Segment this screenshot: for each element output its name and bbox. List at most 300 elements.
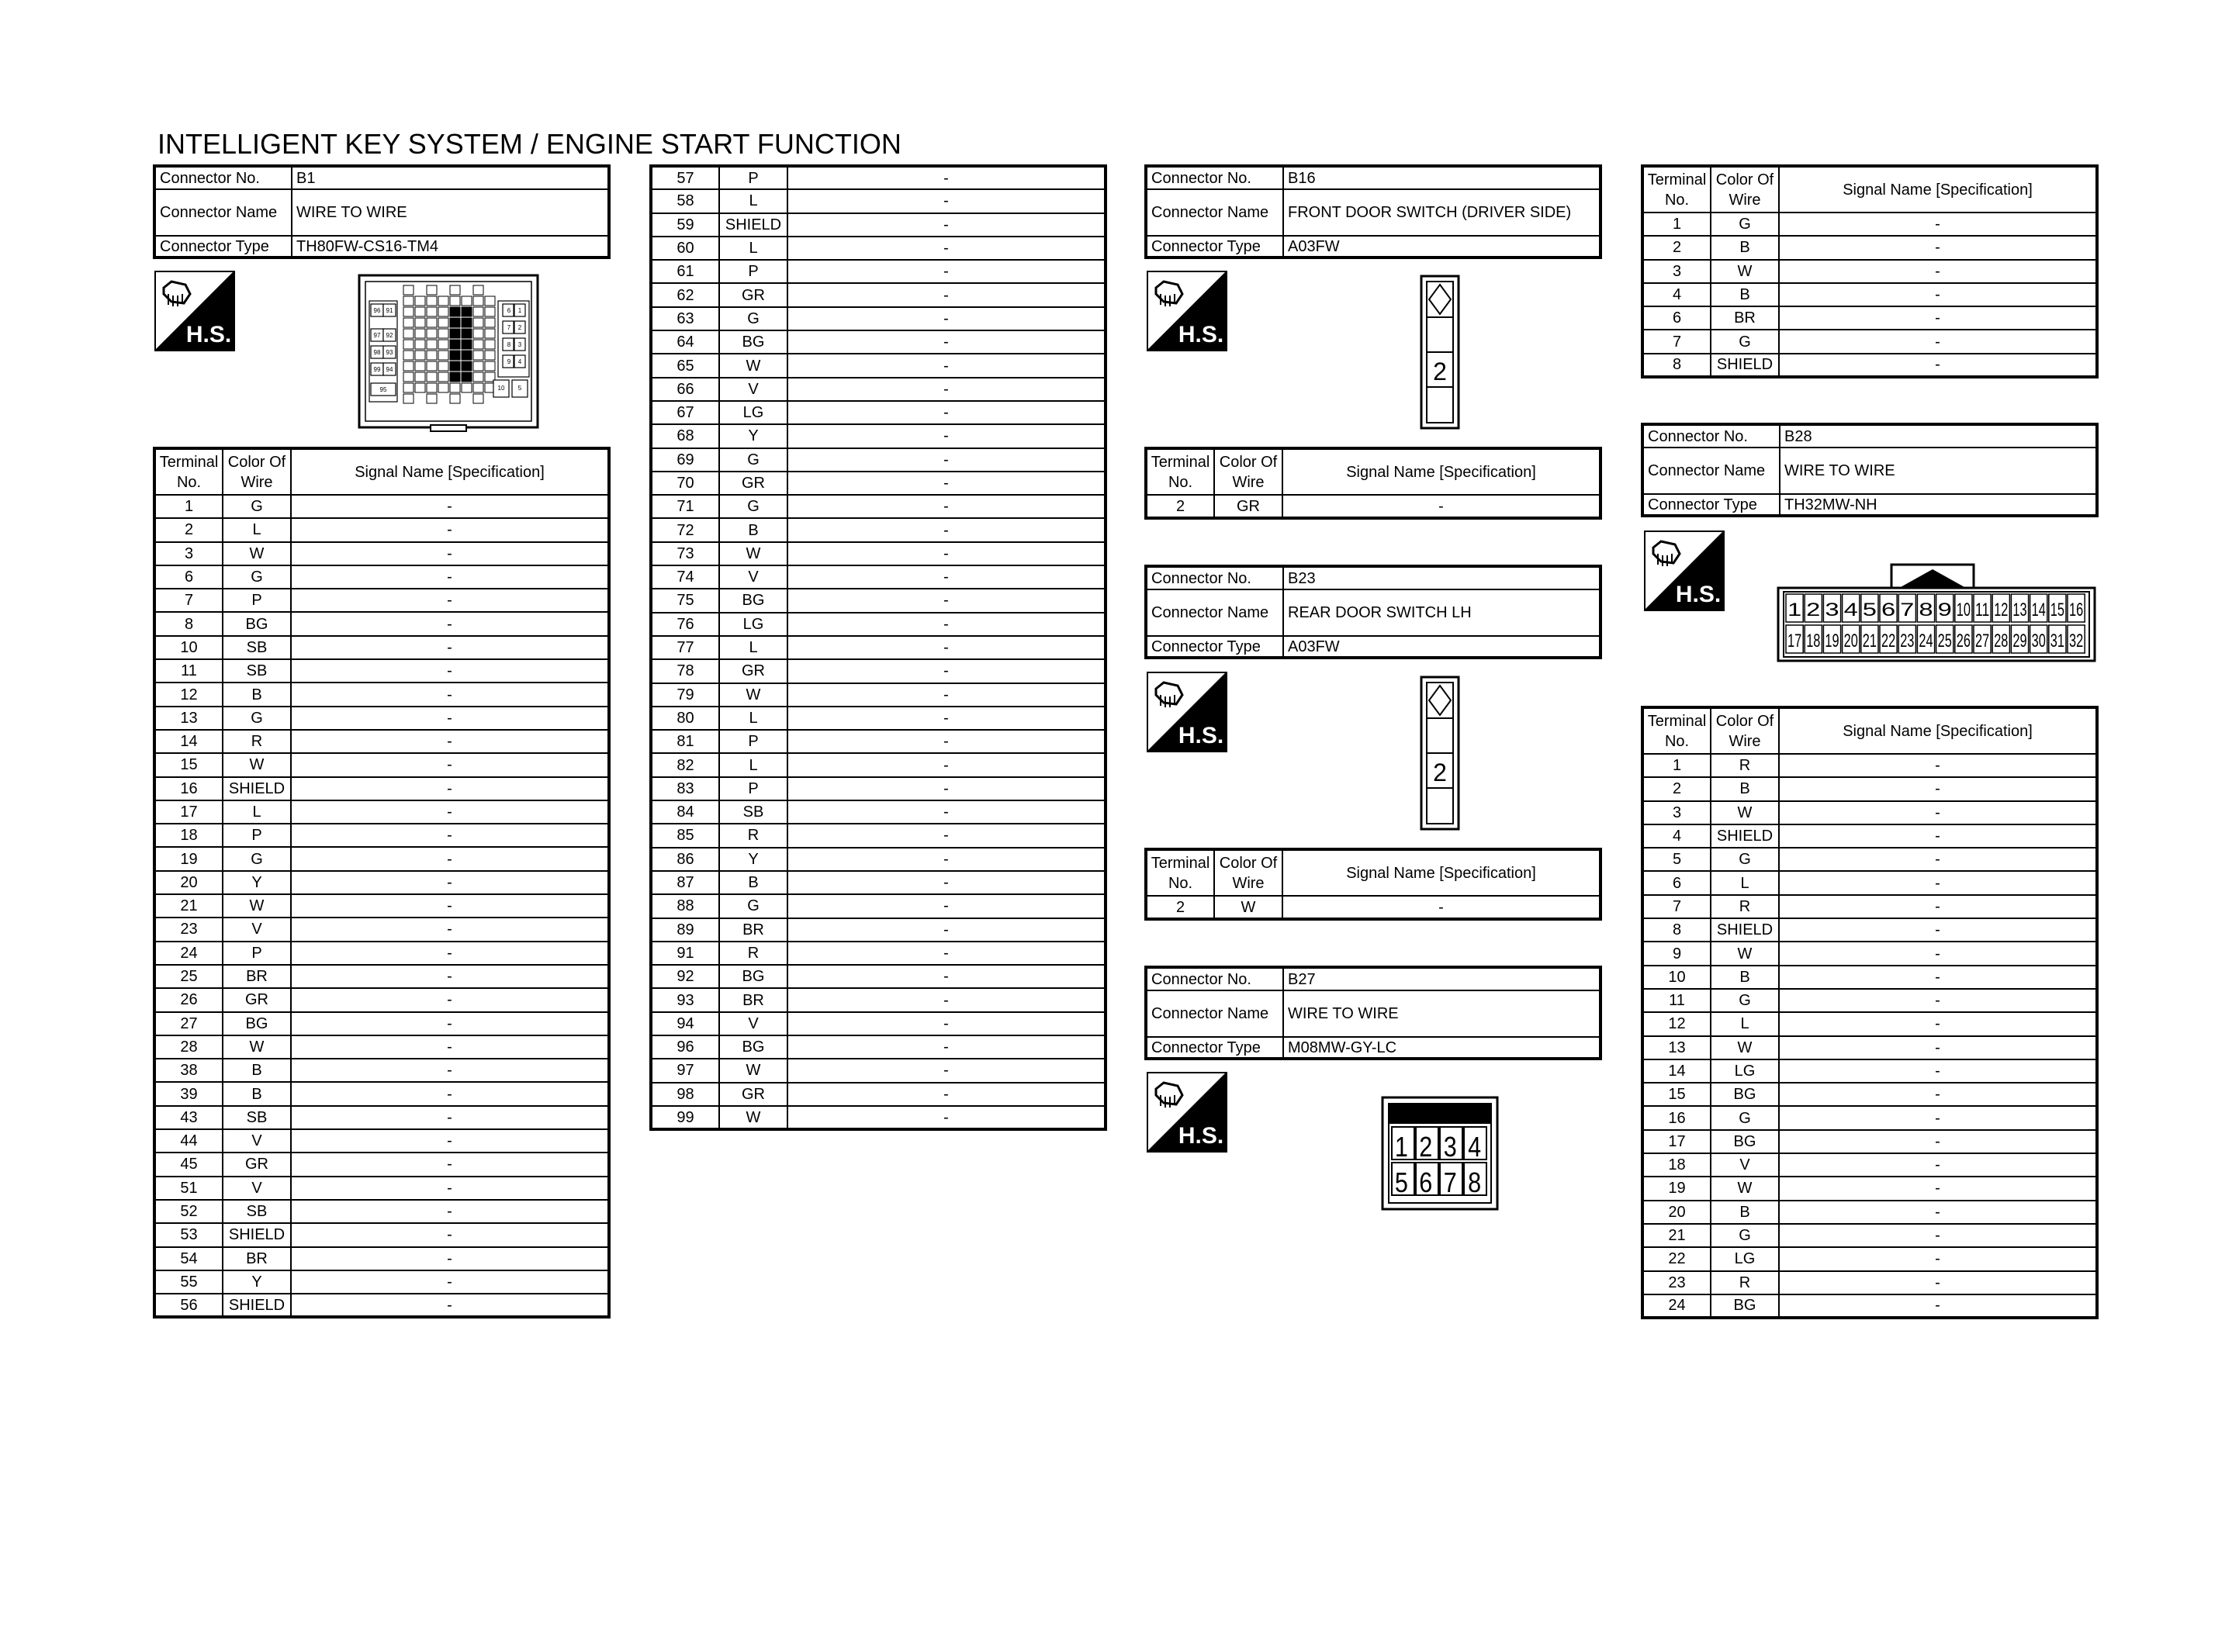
pin-label: 4 xyxy=(1468,1132,1482,1163)
terminal-no-cell: 86 xyxy=(651,848,719,871)
table-row xyxy=(154,1059,609,1082)
signal-name-cell: - xyxy=(291,707,609,730)
pin-label: 93 xyxy=(386,349,393,356)
pin-label: 9 xyxy=(507,358,511,365)
pin-label: 29 xyxy=(2012,631,2027,651)
terminal-no-cell: 74 xyxy=(651,565,719,589)
b1-connector-diagram xyxy=(357,273,540,433)
terminal-no-cell: 24 xyxy=(154,942,223,965)
connector-type-value: M08MW-GY-LC xyxy=(1283,1037,1601,1059)
signal-name-cell: - xyxy=(787,636,1106,659)
pin-label: 16 xyxy=(2069,600,2084,620)
signal-name-cell: - xyxy=(291,1270,609,1294)
wire-color-cell: G xyxy=(223,707,291,730)
wire-color-cell: W xyxy=(719,683,787,707)
signal-name-cell: - xyxy=(787,448,1106,472)
signal-name-cell: - xyxy=(291,1153,609,1176)
terminal-no-cell: 92 xyxy=(651,965,719,988)
color-of-wire-header: Color Of Wire xyxy=(1711,166,1779,213)
terminal-no-cell: 7 xyxy=(1642,330,1711,353)
pin-label: 96 xyxy=(373,307,381,314)
signal-name-cell: - xyxy=(787,401,1106,424)
terminal-no-cell: 11 xyxy=(1642,989,1711,1012)
wire-color-cell: L xyxy=(719,636,787,659)
wire-color-cell: P xyxy=(223,589,291,612)
signal-name-cell: - xyxy=(291,683,609,706)
table-row xyxy=(651,307,1106,330)
wire-color-cell: W xyxy=(1711,1177,1779,1200)
table-row xyxy=(1642,1271,2097,1294)
terminal-no-cell: 1 xyxy=(154,495,223,518)
b1-connector-info xyxy=(153,164,611,259)
connector-type-value: TH32MW-NH xyxy=(1780,494,2097,516)
wire-color-cell: L xyxy=(1711,1012,1779,1035)
b28-terminal-table xyxy=(1641,706,2099,1319)
signal-name-cell: - xyxy=(1779,1059,2097,1083)
wire-color-cell: GR xyxy=(223,988,291,1011)
signal-name-cell: - xyxy=(291,800,609,824)
signal-name-cell: - xyxy=(787,707,1106,730)
terminal-no-cell: 94 xyxy=(651,1012,719,1035)
signal-name-cell: - xyxy=(1779,918,2097,942)
terminal-no-cell: 11 xyxy=(154,659,223,683)
terminal-no-cell: 18 xyxy=(154,824,223,847)
terminal-no-cell: 20 xyxy=(154,871,223,894)
terminal-no-cell: 43 xyxy=(154,1106,223,1129)
table-row xyxy=(1642,777,2097,800)
table-row xyxy=(154,1012,609,1035)
pin-label: 8 xyxy=(507,341,511,348)
signal-name-cell: - xyxy=(787,589,1106,612)
table-row xyxy=(1642,354,2097,377)
wire-color-cell: L xyxy=(223,518,291,541)
signal-name-cell: - xyxy=(1779,1083,2097,1106)
terminal-no-cell: 71 xyxy=(651,495,719,518)
table-row xyxy=(1642,260,2097,283)
table-row xyxy=(651,965,1106,988)
svg-text:H.S.: H.S. xyxy=(185,322,232,347)
wire-color-cell: W xyxy=(719,354,787,377)
wire-color-cell: B xyxy=(223,683,291,706)
wire-color-cell: G xyxy=(1711,989,1779,1012)
signal-name-cell: - xyxy=(787,918,1106,942)
signal-name-cell: - xyxy=(787,1083,1106,1106)
wire-color-cell: B xyxy=(1711,1201,1779,1224)
terminal-no-cell: 12 xyxy=(154,683,223,706)
terminal-no-cell: 25 xyxy=(154,965,223,988)
signal-name-cell: - xyxy=(787,613,1106,636)
wire-color-cell: R xyxy=(1711,1271,1779,1294)
terminal-no-cell: 62 xyxy=(651,283,719,306)
harness-side-icon xyxy=(1147,672,1227,752)
signal-name-cell: - xyxy=(1779,942,2097,965)
color-of-wire-header: Color Of Wire xyxy=(1214,849,1282,896)
terminal-no-cell: 7 xyxy=(1642,895,1711,918)
terminal-no-cell: 79 xyxy=(651,683,719,707)
wire-color-cell: GR xyxy=(223,1153,291,1176)
signal-name-cell: - xyxy=(1779,824,2097,848)
signal-name-cell: - xyxy=(291,495,609,518)
table-row xyxy=(1642,1247,2097,1270)
terminal-no-cell: 89 xyxy=(651,918,719,942)
table-row xyxy=(1642,871,2097,894)
page-title: INTELLIGENT KEY SYSTEM / ENGINE START FUNCTION xyxy=(157,128,901,160)
terminal-no-cell: 76 xyxy=(651,613,719,636)
signal-name-cell: - xyxy=(1779,283,2097,306)
terminal-no-cell: 23 xyxy=(1642,1271,1711,1294)
table-row xyxy=(154,659,609,683)
signal-name-cell: - xyxy=(291,1200,609,1223)
table-row xyxy=(1642,848,2097,871)
table-row xyxy=(651,918,1106,942)
wire-color-cell: Y xyxy=(719,424,787,448)
wire-color-cell: P xyxy=(719,260,787,283)
wire-color-cell: W xyxy=(719,1106,787,1129)
terminal-no-cell: 20 xyxy=(1642,1201,1711,1224)
signal-name-cell: - xyxy=(787,965,1106,988)
wire-color-cell: GR xyxy=(719,1083,787,1106)
wire-color-cell: V xyxy=(223,1177,291,1200)
terminal-no-cell: 56 xyxy=(154,1294,223,1317)
table-row xyxy=(651,613,1106,636)
terminal-no-cell: 82 xyxy=(651,753,719,776)
pin-label: 3 xyxy=(517,341,522,348)
wire-color-cell: Y xyxy=(223,1270,291,1294)
pin-label: 17 xyxy=(1787,631,1802,651)
wire-color-cell: W xyxy=(1711,1036,1779,1059)
signal-name-cell: - xyxy=(787,260,1106,283)
table-row xyxy=(1642,1201,2097,1224)
signal-name-cell: - xyxy=(787,730,1106,753)
terminal-no-cell: 87 xyxy=(651,871,719,894)
wire-color-cell: R xyxy=(223,730,291,753)
wire-color-cell: V xyxy=(1711,1153,1779,1177)
wire-color-cell: SHIELD xyxy=(223,1223,291,1246)
table-row xyxy=(1146,495,1601,518)
wire-color-cell: BG xyxy=(1711,1083,1779,1106)
table-row xyxy=(154,612,609,635)
pin-label: 4 xyxy=(517,358,522,365)
table-row xyxy=(651,1083,1106,1106)
table-row xyxy=(1642,306,2097,330)
table-row xyxy=(154,777,609,800)
terminal-no-cell: 52 xyxy=(154,1200,223,1223)
wire-color-cell: B xyxy=(1711,777,1779,800)
table-row xyxy=(154,518,609,541)
table-row xyxy=(154,1247,609,1270)
terminal-no-cell: 17 xyxy=(154,800,223,824)
terminal-no-cell: 80 xyxy=(651,707,719,730)
b27-connector-diagram xyxy=(1381,1096,1499,1211)
table-row xyxy=(651,448,1106,472)
terminal-no-cell: 19 xyxy=(1642,1177,1711,1200)
wire-color-cell: BR xyxy=(1711,306,1779,330)
wire-color-cell: LG xyxy=(1711,1247,1779,1270)
wire-color-cell: L xyxy=(719,237,787,260)
terminal-no-cell: 16 xyxy=(1642,1106,1711,1129)
signal-name-cell: - xyxy=(787,683,1106,707)
table-row xyxy=(651,354,1106,377)
pin-label: 2 xyxy=(1433,759,1447,786)
signal-name-cell: - xyxy=(787,189,1106,213)
pin-label: 22 xyxy=(1881,631,1896,651)
terminal-no-cell: 59 xyxy=(651,213,719,237)
signal-name-cell: - xyxy=(1779,1247,2097,1270)
signal-name-cell: - xyxy=(1779,236,2097,259)
terminal-no-cell: 57 xyxy=(651,166,719,189)
signal-name-cell: - xyxy=(1779,306,2097,330)
terminal-no-cell: 51 xyxy=(154,1177,223,1200)
table-row xyxy=(154,824,609,847)
table-row xyxy=(1642,1130,2097,1153)
table-row xyxy=(651,495,1106,518)
wire-color-cell: B xyxy=(223,1059,291,1082)
connector-name-label: Connector Name xyxy=(154,189,292,236)
terminal-no-cell: 1 xyxy=(1642,213,1711,236)
terminal-no-cell: 8 xyxy=(1642,918,1711,942)
b1-terminal-table-2 xyxy=(649,164,1107,1131)
wire-color-cell: BG xyxy=(719,965,787,988)
terminal-no-cell: 13 xyxy=(154,707,223,730)
signal-name-header: Signal Name [Specification] xyxy=(1779,166,2097,213)
table-row xyxy=(1642,1012,2097,1035)
pin-label: 6 xyxy=(507,307,511,314)
connector-name-label: Connector Name xyxy=(1146,189,1283,236)
table-row xyxy=(651,848,1106,871)
svg-text:H.S.: H.S. xyxy=(1178,1123,1224,1149)
terminal-no-header: Terminal No. xyxy=(1146,849,1214,896)
table-row xyxy=(651,824,1106,847)
terminal-no-cell: 85 xyxy=(651,824,719,847)
pin-label: 3 xyxy=(1443,1132,1457,1163)
terminal-no-cell: 3 xyxy=(154,542,223,565)
terminal-no-cell: 10 xyxy=(154,636,223,659)
signal-name-cell: - xyxy=(1779,1106,2097,1129)
wire-color-cell: V xyxy=(719,378,787,401)
signal-name-cell: - xyxy=(787,213,1106,237)
table-row xyxy=(1642,989,2097,1012)
terminal-no-cell: 65 xyxy=(651,354,719,377)
table-row xyxy=(651,1106,1106,1129)
terminal-no-cell: 2 xyxy=(1146,495,1214,518)
wire-color-cell: BG xyxy=(223,1012,291,1035)
signal-name-cell: - xyxy=(1779,1294,2097,1318)
terminal-no-cell: 12 xyxy=(1642,1012,1711,1035)
terminal-no-cell: 58 xyxy=(651,189,719,213)
wire-color-cell: BG xyxy=(1711,1130,1779,1153)
terminal-no-cell: 2 xyxy=(1642,777,1711,800)
signal-name-header: Signal Name [Specification] xyxy=(1779,707,2097,754)
pin-label: 10 xyxy=(1956,600,1971,620)
wire-color-cell: G xyxy=(719,448,787,472)
terminal-no-cell: 77 xyxy=(651,636,719,659)
wire-color-cell: W xyxy=(1711,942,1779,965)
color-of-wire-header: Color Of Wire xyxy=(1711,707,1779,754)
wire-color-cell: SB xyxy=(223,659,291,683)
pin-label: 11 xyxy=(1975,600,1990,620)
terminal-no-cell: 72 xyxy=(651,518,719,541)
b23-connector-info xyxy=(1144,565,1602,659)
terminal-no-cell: 4 xyxy=(1642,824,1711,848)
table-row xyxy=(651,283,1106,306)
wire-color-cell: LG xyxy=(1711,1059,1779,1083)
signal-name-cell: - xyxy=(291,1223,609,1246)
table-row xyxy=(154,1270,609,1294)
signal-name-header: Signal Name [Specification] xyxy=(1282,448,1601,495)
signal-name-cell: - xyxy=(291,518,609,541)
wire-color-cell: R xyxy=(1711,754,1779,777)
connector-name-value: WIRE TO WIRE xyxy=(292,189,609,236)
table-row xyxy=(1642,1177,2097,1200)
terminal-no-cell: 22 xyxy=(1642,1247,1711,1270)
pin-label: 10 xyxy=(497,385,505,392)
terminal-no-cell: 84 xyxy=(651,800,719,824)
terminal-no-cell: 53 xyxy=(154,1223,223,1246)
table-row xyxy=(1642,1106,2097,1129)
color-of-wire-header: Color Of Wire xyxy=(1214,448,1282,495)
table-row xyxy=(1642,754,2097,777)
wire-color-cell: G xyxy=(1711,330,1779,353)
signal-name-cell: - xyxy=(1779,871,2097,894)
signal-name-cell: - xyxy=(291,1082,609,1105)
wire-color-cell: W xyxy=(1214,896,1282,919)
wire-color-cell: BR xyxy=(223,965,291,988)
terminal-no-cell: 16 xyxy=(154,777,223,800)
terminal-no-cell: 27 xyxy=(154,1012,223,1035)
signal-name-cell: - xyxy=(291,871,609,894)
b16-terminal-table xyxy=(1144,447,1602,520)
signal-name-cell: - xyxy=(1779,777,2097,800)
table-row xyxy=(651,189,1106,213)
terminal-no-cell: 1 xyxy=(1642,754,1711,777)
pin-label: 97 xyxy=(373,332,381,339)
signal-name-cell: - xyxy=(787,753,1106,776)
terminal-no-cell: 14 xyxy=(1642,1059,1711,1083)
wire-color-cell: BR xyxy=(719,918,787,942)
wire-color-cell: R xyxy=(719,824,787,847)
table-row xyxy=(651,1012,1106,1035)
signal-name-cell: - xyxy=(1779,213,2097,236)
terminal-no-cell: 14 xyxy=(154,730,223,753)
pin-label: 6 xyxy=(1419,1167,1433,1199)
pin-label: 8 xyxy=(1919,600,1933,620)
signal-name-cell: - xyxy=(787,800,1106,824)
wire-color-cell: B xyxy=(1711,283,1779,306)
wire-color-cell: G xyxy=(223,847,291,870)
wire-color-cell: W xyxy=(719,1059,787,1082)
wire-color-cell: B xyxy=(1711,966,1779,989)
signal-name-cell: - xyxy=(1779,1201,2097,1224)
table-row xyxy=(651,636,1106,659)
table-row xyxy=(154,683,609,706)
signal-name-header: Signal Name [Specification] xyxy=(291,448,609,495)
pin-label: 15 xyxy=(2050,600,2064,620)
terminal-no-cell: 67 xyxy=(651,401,719,424)
pin-label: 5 xyxy=(1394,1167,1408,1199)
connector-name-value: REAR DOOR SWITCH LH xyxy=(1283,589,1601,636)
pin-label: 30 xyxy=(2031,631,2046,651)
wire-color-cell: LG xyxy=(719,613,787,636)
pin-label: 2 xyxy=(1419,1132,1433,1163)
signal-name-cell: - xyxy=(787,848,1106,871)
wire-color-cell: SHIELD xyxy=(223,777,291,800)
b16-connector-diagram xyxy=(1420,275,1460,430)
connector-type-label: Connector Type xyxy=(1642,494,1780,516)
terminal-no-cell: 15 xyxy=(1642,1083,1711,1106)
wire-color-cell: BR xyxy=(223,1247,291,1270)
pin-label: 4 xyxy=(1843,600,1858,620)
wire-color-cell: GR xyxy=(719,283,787,306)
wire-color-cell: B xyxy=(719,518,787,541)
terminal-no-cell: 5 xyxy=(1642,848,1711,871)
signal-name-cell: - xyxy=(291,565,609,589)
signal-name-cell: - xyxy=(1779,754,2097,777)
connector-type-value: A03FW xyxy=(1283,636,1601,658)
wire-color-cell: L xyxy=(719,753,787,776)
signal-name-cell: - xyxy=(1779,1130,2097,1153)
wire-color-cell: L xyxy=(719,189,787,213)
wire-color-cell: SB xyxy=(719,800,787,824)
table-row xyxy=(651,942,1106,965)
table-row xyxy=(651,378,1106,401)
wire-color-cell: W xyxy=(223,1035,291,1059)
signal-name-cell: - xyxy=(1779,1153,2097,1177)
signal-name-cell: - xyxy=(1282,495,1601,518)
svg-text:H.S.: H.S. xyxy=(1178,723,1224,748)
signal-name-cell: - xyxy=(291,542,609,565)
terminal-no-cell: 8 xyxy=(154,612,223,635)
b27-terminal-table xyxy=(1641,164,2099,378)
terminal-no-header: Terminal No. xyxy=(1146,448,1214,495)
signal-name-cell: - xyxy=(291,988,609,1011)
terminal-no-cell: 93 xyxy=(651,988,719,1011)
table-row xyxy=(1642,1036,2097,1059)
table-row xyxy=(651,988,1106,1011)
wire-color-cell: G xyxy=(1711,1106,1779,1129)
signal-name-cell: - xyxy=(291,1177,609,1200)
connector-name-label: Connector Name xyxy=(1146,990,1283,1037)
connector-name-value: WIRE TO WIRE xyxy=(1780,448,2097,494)
table-row xyxy=(651,707,1106,730)
terminal-no-cell: 2 xyxy=(154,518,223,541)
wire-color-cell: GR xyxy=(1214,495,1282,518)
connector-type-label: Connector Type xyxy=(1146,1037,1283,1059)
wire-color-cell: W xyxy=(223,542,291,565)
table-row xyxy=(1642,824,2097,848)
signal-name-cell: - xyxy=(787,307,1106,330)
wire-color-cell: P xyxy=(223,824,291,847)
table-row xyxy=(154,871,609,894)
table-row xyxy=(651,730,1106,753)
connector-type-label: Connector Type xyxy=(1146,636,1283,658)
wire-color-cell: V xyxy=(719,1012,787,1035)
terminal-no-header: Terminal No. xyxy=(154,448,223,495)
terminal-no-cell: 96 xyxy=(651,1035,719,1059)
wire-color-cell: W xyxy=(223,753,291,776)
pin-label: 32 xyxy=(2069,631,2084,651)
terminal-no-cell: 9 xyxy=(1642,942,1711,965)
signal-name-cell: - xyxy=(787,659,1106,683)
table-row xyxy=(651,542,1106,565)
wire-color-cell: P xyxy=(719,777,787,800)
signal-name-cell: - xyxy=(787,495,1106,518)
table-row xyxy=(1642,1294,2097,1318)
table-row xyxy=(651,1059,1106,1082)
terminal-no-cell: 10 xyxy=(1642,966,1711,989)
pin-label: 7 xyxy=(1900,600,1915,620)
pin-label: 24 xyxy=(1919,631,1933,651)
wire-color-cell: B xyxy=(719,871,787,894)
